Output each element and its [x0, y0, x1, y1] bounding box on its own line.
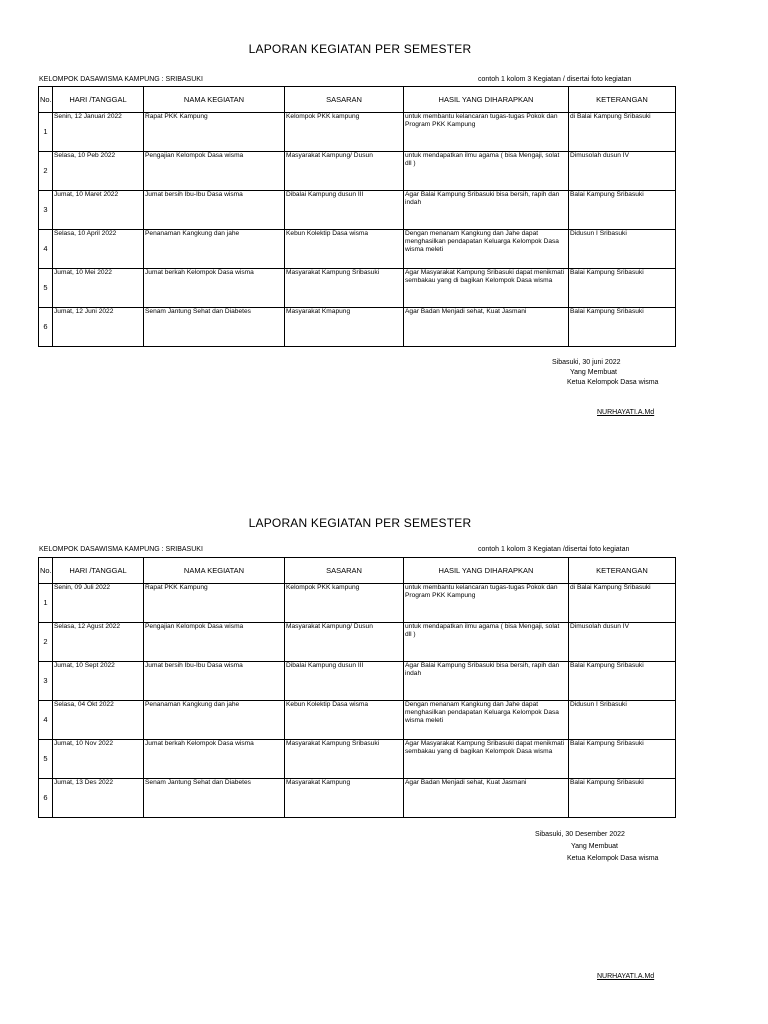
report-note: contoh 1 kolom 3 Kegiatan /disertai foto kegiatan [478, 546, 630, 553]
table-row [39, 152, 676, 191]
row-number: 6 [39, 779, 53, 818]
row-remark: Didusun I Sribasuki [569, 230, 676, 269]
row-result: untuk membantu kelancaran tugas-tugas Pokok dan Program PKK Kampung [404, 113, 569, 152]
table-row [39, 269, 676, 308]
row-number: 2 [39, 152, 53, 191]
row-date: Selasa, 12 Agust 2022 [53, 623, 144, 662]
column-header-activity: NAMA KEGIATAN [144, 558, 285, 584]
row-target: Masyarakat Kmapung [285, 308, 404, 347]
row-result: Dengan menanam Kangkung dan Jahe dapat menghasilkan pendapatan Keluarga Kelompok Dasa wisma meleti [404, 230, 569, 269]
row-activity: Jumat berkah Kelompok Dasa wisma [144, 740, 285, 779]
column-header-remark: KETERANGAN [569, 558, 676, 584]
row-target: Masyarakat Kampung/ Dusun [285, 152, 404, 191]
row-remark: Balai Kampung Sribasuki [569, 269, 676, 308]
row-activity: Senam Jantung Sehat dan Diabetes [144, 308, 285, 347]
row-activity: Penanaman Kangkung dan jahe [144, 701, 285, 740]
signature-place-date: Sibasuki, 30 Desember 2022 [535, 831, 625, 838]
row-result: Agar Balai Kampung Sribasuki bisa bersih, rapih dan indah [404, 662, 569, 701]
row-activity: Pengajian Kelompok Dasa wisma [144, 152, 285, 191]
row-result: untuk mendapatkan ilmu agama ( bisa Mengaji, solat dll ) [404, 623, 569, 662]
column-header-result: HASIL YANG DIHARAPKAN [404, 87, 569, 113]
table-row [39, 779, 676, 818]
report-title: LAPORAN KEGIATAN PER SEMESTER [248, 42, 472, 56]
signature-place-date: Sibasuki, 30 juni 2022 [552, 359, 621, 366]
report-title: LAPORAN KEGIATAN PER SEMESTER [248, 516, 472, 530]
table-row [39, 740, 676, 779]
row-result: Agar Badan Menjadi sehat, Kuat Jasmani [404, 779, 569, 818]
row-remark: Balai Kampung Sribasuki [569, 740, 676, 779]
row-activity: Senam Jantung Sehat dan Diabetes [144, 779, 285, 818]
group-label: KELOMPOK DASAWISMA KAMPUNG : SRIBASUKI [39, 546, 203, 553]
row-target: Kebun Kolektip Dasa wisma [285, 230, 404, 269]
group-label: KELOMPOK DASAWISMA KAMPUNG : SRIBASUKI [39, 76, 203, 83]
activity-table [38, 557, 676, 818]
row-date: Selasa, 04 Okt 2022 [53, 701, 144, 740]
activity-table [38, 86, 676, 347]
table-header-row [39, 87, 676, 113]
row-remark: Dimusolah dusun IV [569, 152, 676, 191]
row-remark: Balai Kampung Sribasuki [569, 191, 676, 230]
column-header-activity: NAMA KEGIATAN [144, 87, 285, 113]
table-row [39, 623, 676, 662]
row-target: Masyarakat Kampung Sribasuki [285, 269, 404, 308]
signature-made-by: Yang Membuat [570, 369, 617, 376]
row-remark: Balai Kampung Sribasuki [569, 308, 676, 347]
row-date: Jumat, 10 Maret 2022 [53, 191, 144, 230]
signature-position: Ketua Kelompok Dasa wisma [567, 855, 659, 862]
table-header-row [39, 558, 676, 584]
signature-made-by: Yang Membuat [571, 843, 618, 850]
row-remark: Didusun I Sribasuki [569, 701, 676, 740]
signature-position: Ketua Kelompok Dasa wisma [567, 379, 659, 386]
signature-name: NURHAYATI.A.Md [597, 973, 655, 980]
row-activity: Rapat PKK Kampung [144, 113, 285, 152]
column-header-remark: KETERANGAN [569, 87, 676, 113]
row-number: 4 [39, 701, 53, 740]
table-row [39, 662, 676, 701]
row-number: 1 [39, 113, 53, 152]
row-number: 3 [39, 191, 53, 230]
row-number: 4 [39, 230, 53, 269]
row-activity: Pengajian Kelompok Dasa wisma [144, 623, 285, 662]
column-header-target: SASARAN [285, 87, 404, 113]
row-number: 3 [39, 662, 53, 701]
column-header-date: HARI /TANGGAL [53, 87, 144, 113]
row-number: 6 [39, 308, 53, 347]
column-header-result: HASIL YANG DIHARAPKAN [404, 558, 569, 584]
row-activity: Rapat PKK Kampung [144, 584, 285, 623]
row-target: Masyarakat Kampung [285, 779, 404, 818]
row-activity: Penanaman Kangkung dan jahe [144, 230, 285, 269]
row-target: Kelompok PKK kampung [285, 584, 404, 623]
row-number: 1 [39, 584, 53, 623]
row-result: Agar Badan Menjadi sehat, Kuat Jasmani [404, 308, 569, 347]
row-target: Masyarakat Kampung Sribasuki [285, 740, 404, 779]
table-row [39, 701, 676, 740]
row-number: 2 [39, 623, 53, 662]
row-date: Jumat, 10 Mei 2022 [53, 269, 144, 308]
column-header-target: SASARAN [285, 558, 404, 584]
row-remark: di Balai Kampung Sribasuki [569, 584, 676, 623]
column-header-no: No. [39, 87, 53, 113]
row-activity: Jumat bersih Ibu-Ibu Dasa wisma [144, 191, 285, 230]
row-result: Agar Masyarakat Kampung Sribasuki dapat menikmati sembakau yang di bagikan Kelompok Dasa wisma [404, 740, 569, 779]
report-note: contoh 1 kolom 3 Kegiatan / disertai foto kegiatan [478, 76, 632, 83]
column-header-no: No. [39, 558, 53, 584]
row-remark: di Balai Kampung Sribasuki [569, 113, 676, 152]
row-date: Jumat, 12 Juni 2022 [53, 308, 144, 347]
row-target: Dibalai Kampung dusun III [285, 662, 404, 701]
row-target: Masyarakat Kampung/ Dusun [285, 623, 404, 662]
row-target: Kelompok PKK kampung [285, 113, 404, 152]
row-date: Jumat, 10 Sept 2022 [53, 662, 144, 701]
row-result: Dengan menanam Kangkung dan Jahe dapat menghasilkan pendapatan Keluarga Kelompok Dasa wisma meleti [404, 701, 569, 740]
row-number: 5 [39, 269, 53, 308]
row-result: Agar Masyarakat Kampung Sribasuki dapat menikmati sembakau yang di bagikan Kelompok Dasa wisma [404, 269, 569, 308]
column-header-date: HARI /TANGGAL [53, 558, 144, 584]
row-result: untuk mendapatkan ilmu agama ( bisa Mengaji, solat dll ) [404, 152, 569, 191]
row-result: untuk membantu kelancaran tugas-tugas Pokok dan Program PKK Kampung [404, 584, 569, 623]
row-result: Agar Balai Kampung Sribasuki bisa bersih, rapih dan indah [404, 191, 569, 230]
table-row [39, 308, 676, 347]
signature-name: NURHAYATI.A.Md [597, 409, 655, 416]
row-activity: Jumat bersih Ibu-Ibu Dasa wisma [144, 662, 285, 701]
row-date: Jumat, 13 Des 2022 [53, 779, 144, 818]
row-date: Jumat, 10 Nov 2022 [53, 740, 144, 779]
row-remark: Balai Kampung Sribasuki [569, 779, 676, 818]
row-date: Senin, 12 Januari 2022 [53, 113, 144, 152]
table-row [39, 584, 676, 623]
row-target: Dibalai Kampung dusun III [285, 191, 404, 230]
table-row [39, 230, 676, 269]
row-target: Kebun Kolektip Dasa wisma [285, 701, 404, 740]
table-row [39, 191, 676, 230]
row-date: Selasa, 10 Peb 2022 [53, 152, 144, 191]
row-number: 5 [39, 740, 53, 779]
row-remark: Balai Kampung Sribasuki [569, 662, 676, 701]
row-date: Senin, 09 Juli 2022 [53, 584, 144, 623]
row-date: Selasa, 10 April 2022 [53, 230, 144, 269]
table-row [39, 113, 676, 152]
row-remark: Dimusolah dusun IV [569, 623, 676, 662]
row-activity: Jumat berkah Kelompok Dasa wisma [144, 269, 285, 308]
